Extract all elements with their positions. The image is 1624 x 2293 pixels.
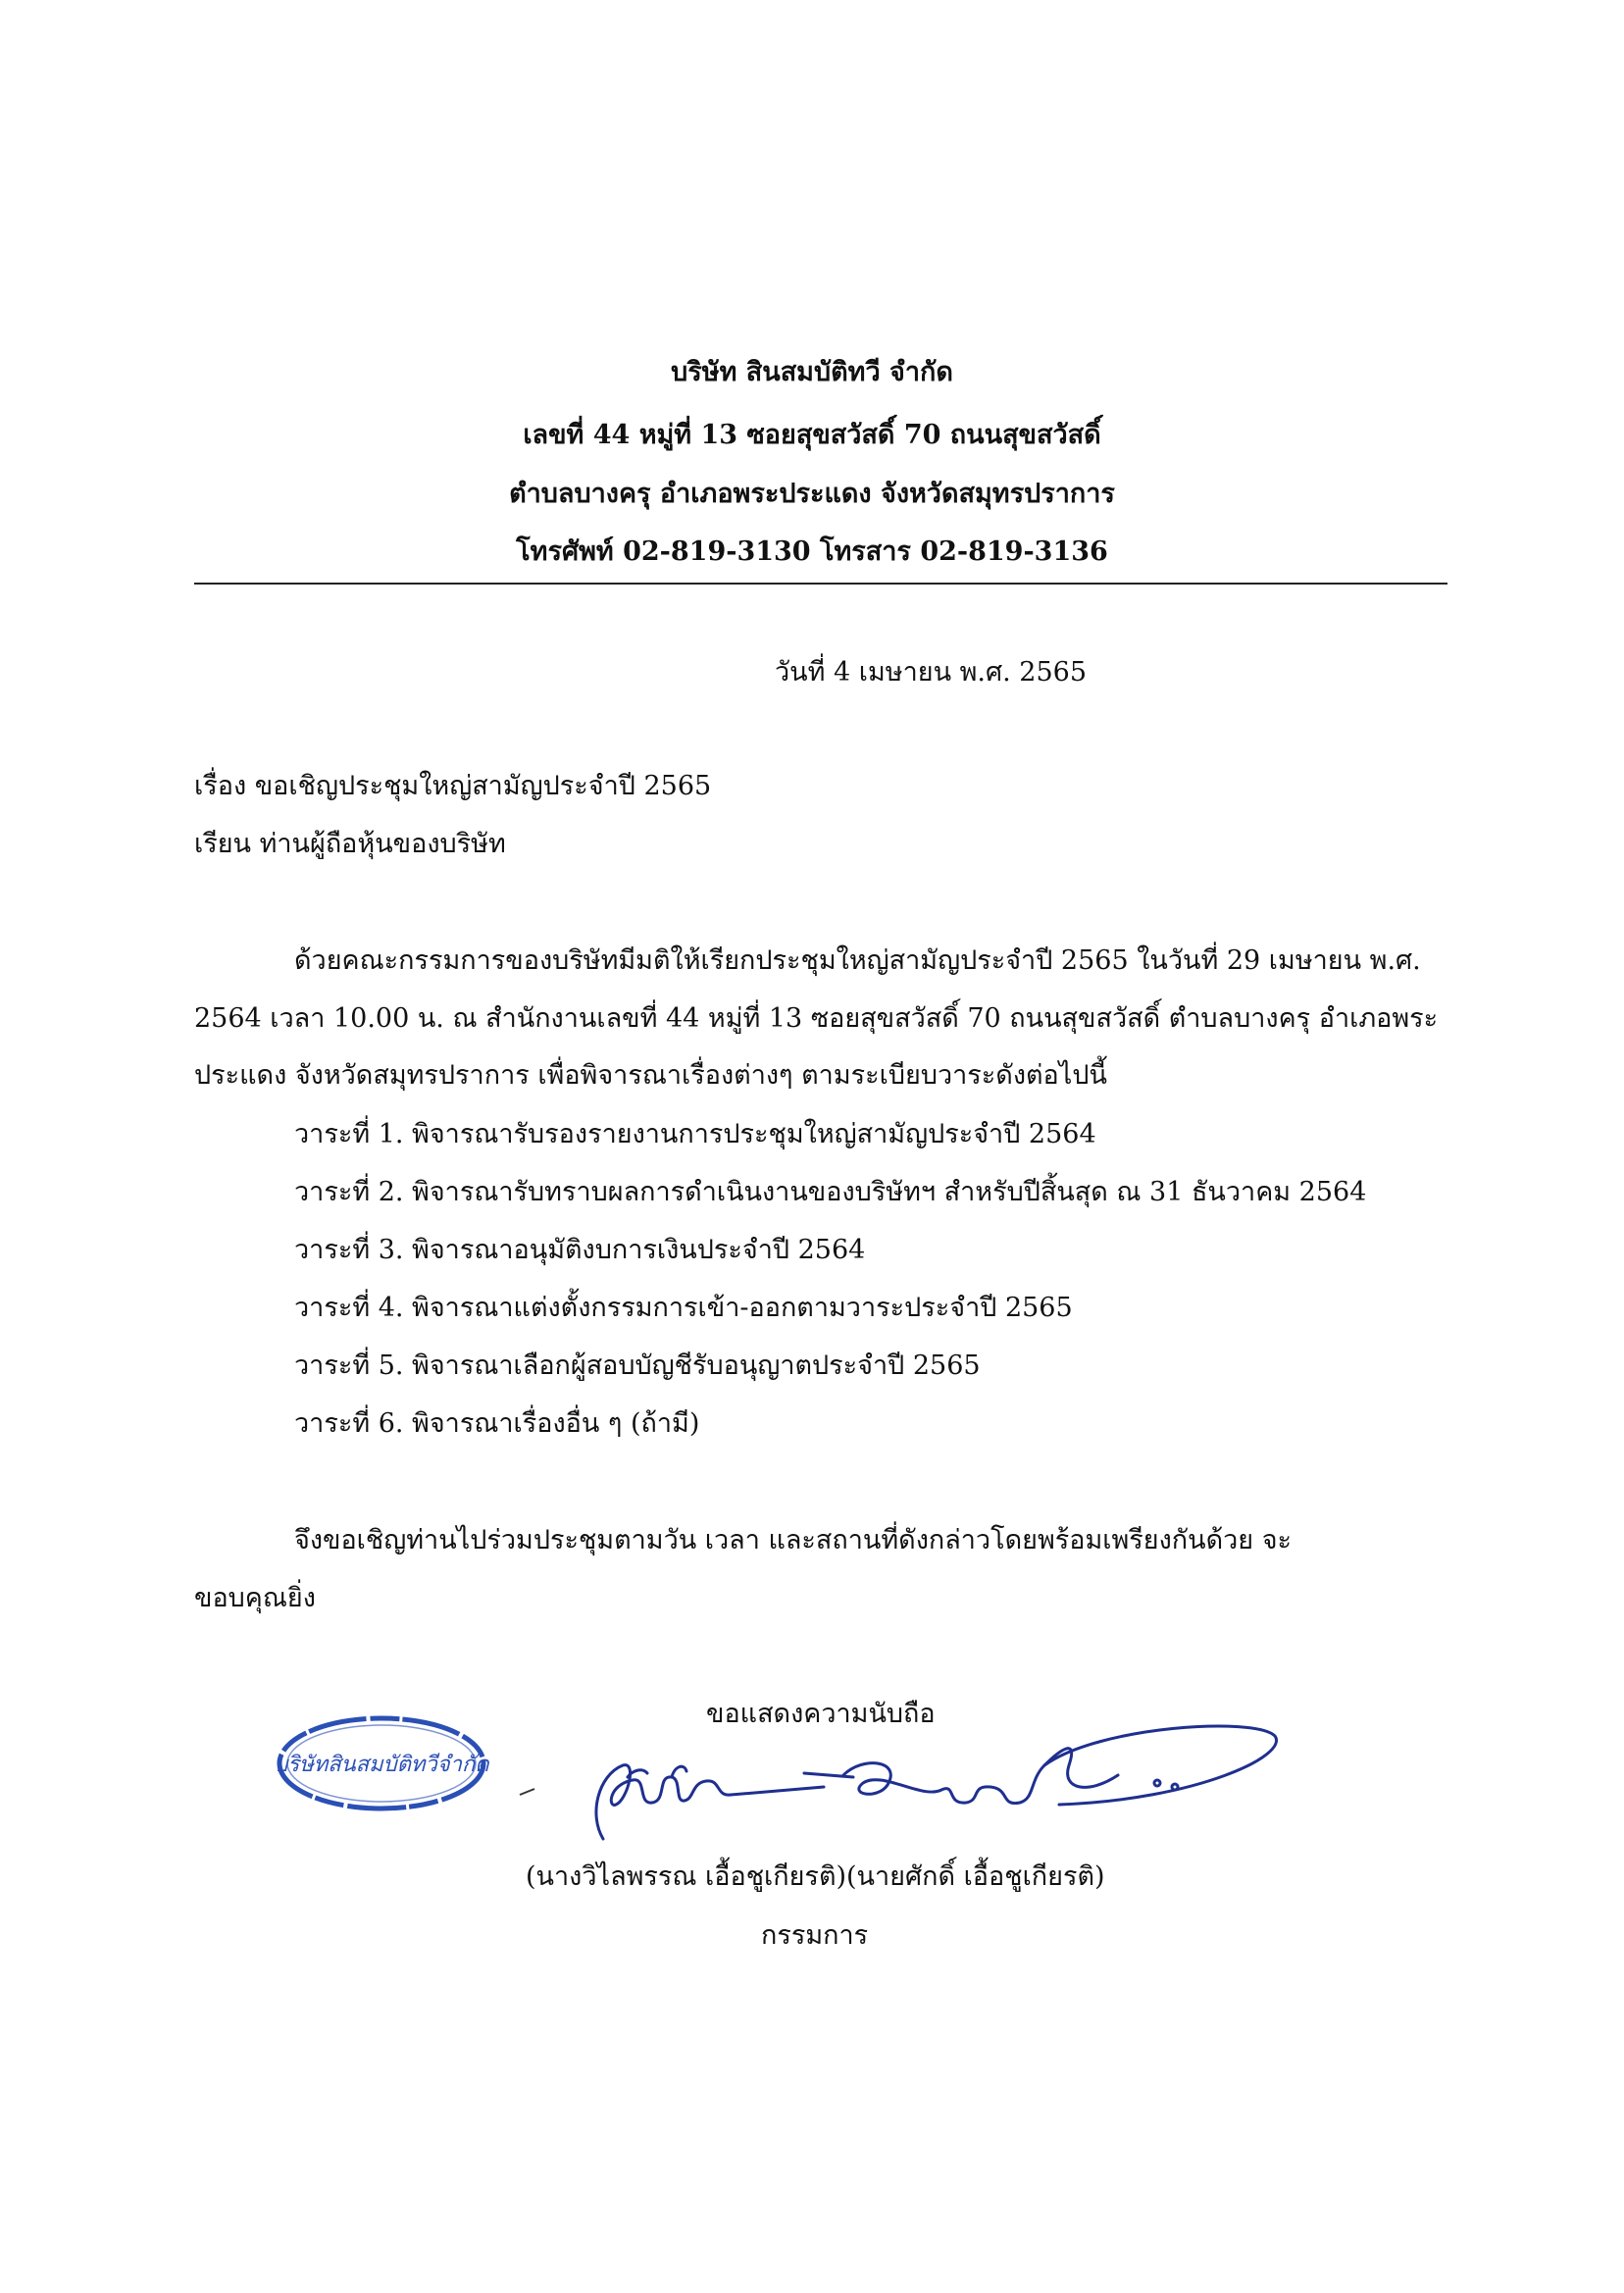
intro-line-3: ประแดง จังหวัดสมุทรปราการ เพื่อพิจารณาเรื่องต่างๆ ตามระเบียบวาระดังต่อไปนี้ — [194, 1060, 1107, 1091]
company-address-line2: ตำบลบางครุ อำเภอพระประแดง จังหวัดสมุทรปราการ — [509, 479, 1115, 509]
company-stamp — [273, 1708, 490, 1818]
closing-line-1: จึงขอเชิญท่านไปร่วมประชุมตามวัน เวลา และสถานที่ดังกล่าวโดยพร้อมเพรียงกันด้วย จะ — [294, 1525, 1293, 1555]
company-address-line1: เลขที่ 44 หมู่ที่ 13 ซอยสุขสวัสดิ์ 70 ถนนสุขสวัสดิ์ — [523, 420, 1101, 450]
header-divider — [194, 583, 1447, 585]
agenda-item: วาระที่ 3. พิจารณาอนุมัติงบการเงินประจำปี 2564 — [294, 1235, 866, 1265]
signatory-title: กรรมการ — [761, 1920, 869, 1951]
handwritten-signatures — [510, 1707, 1294, 1844]
closing-regards: ขอแสดงความนับถือ — [706, 1699, 936, 1729]
agenda-item: วาระที่ 4. พิจารณาแต่งตั้งกรรมการเข้า-ออกตามวาระประจำปี 2565 — [294, 1293, 1073, 1323]
agenda-item: วาระที่ 6. พิจารณาเรื่องอื่น ๆ (ถ้ามี) — [294, 1408, 700, 1439]
company-contact: โทรศัพท์ 02-819-3130 โทรสาร 02-819-3136 — [516, 536, 1108, 567]
letter-subject: เรื่อง ขอเชิญประชุมใหญ่สามัญประจำปี 2565 — [194, 771, 712, 801]
letter-date: วันที่ 4 เมษายน พ.ศ. 2565 — [775, 657, 1088, 688]
agenda-item: วาระที่ 5. พิจารณาเลือกผู้สอบบัญชีรับอนุญาตประจำปี 2565 — [294, 1350, 981, 1381]
agenda-item: วาระที่ 1. พิจารณารับรองรายงานการประชุมใหญ่สามัญประจำปี 2564 — [294, 1119, 1096, 1149]
intro-line-2: 2564 เวลา 10.00 น. ณ สำนักงานเลขที่ 44 หมู่ที่ 13 ซอยสุขสวัสดิ์ 70 ถนนสุขสวัสดิ์ ตำบลบางครุ อำเภอพระ — [194, 1003, 1439, 1034]
svg-text:บริษัทสินสมบัติทวีจำกัด: บริษัทสินสมบัติทวีจำกัด — [274, 1753, 489, 1777]
signatory-names: (นางวิไลพรรณ เอื้อชูเกียรติ)(นายศักดิ์ เอื้อชูเกียรติ) — [526, 1861, 1105, 1892]
intro-line-1: ด้วยคณะกรรมการของบริษัทมีมติให้เรียกประชุมใหญ่สามัญประจำปี 2565 ในวันที่ 29 เมษายน พ.ศ. — [294, 945, 1421, 976]
letter-recipient: เรียน ท่านผู้ถือหุ้นของบริษัท — [194, 829, 506, 859]
agenda-item: วาระที่ 2. พิจารณารับทราบผลการดำเนินงานของบริษัทฯ สำหรับปีสิ้นสุด ณ 31 ธันวาคม 2564 — [294, 1177, 1367, 1207]
closing-line-2: ขอบคุณยิ่ง — [194, 1583, 316, 1613]
company-name: บริษัท สินสมบัติทวี จำกัด — [671, 357, 953, 387]
